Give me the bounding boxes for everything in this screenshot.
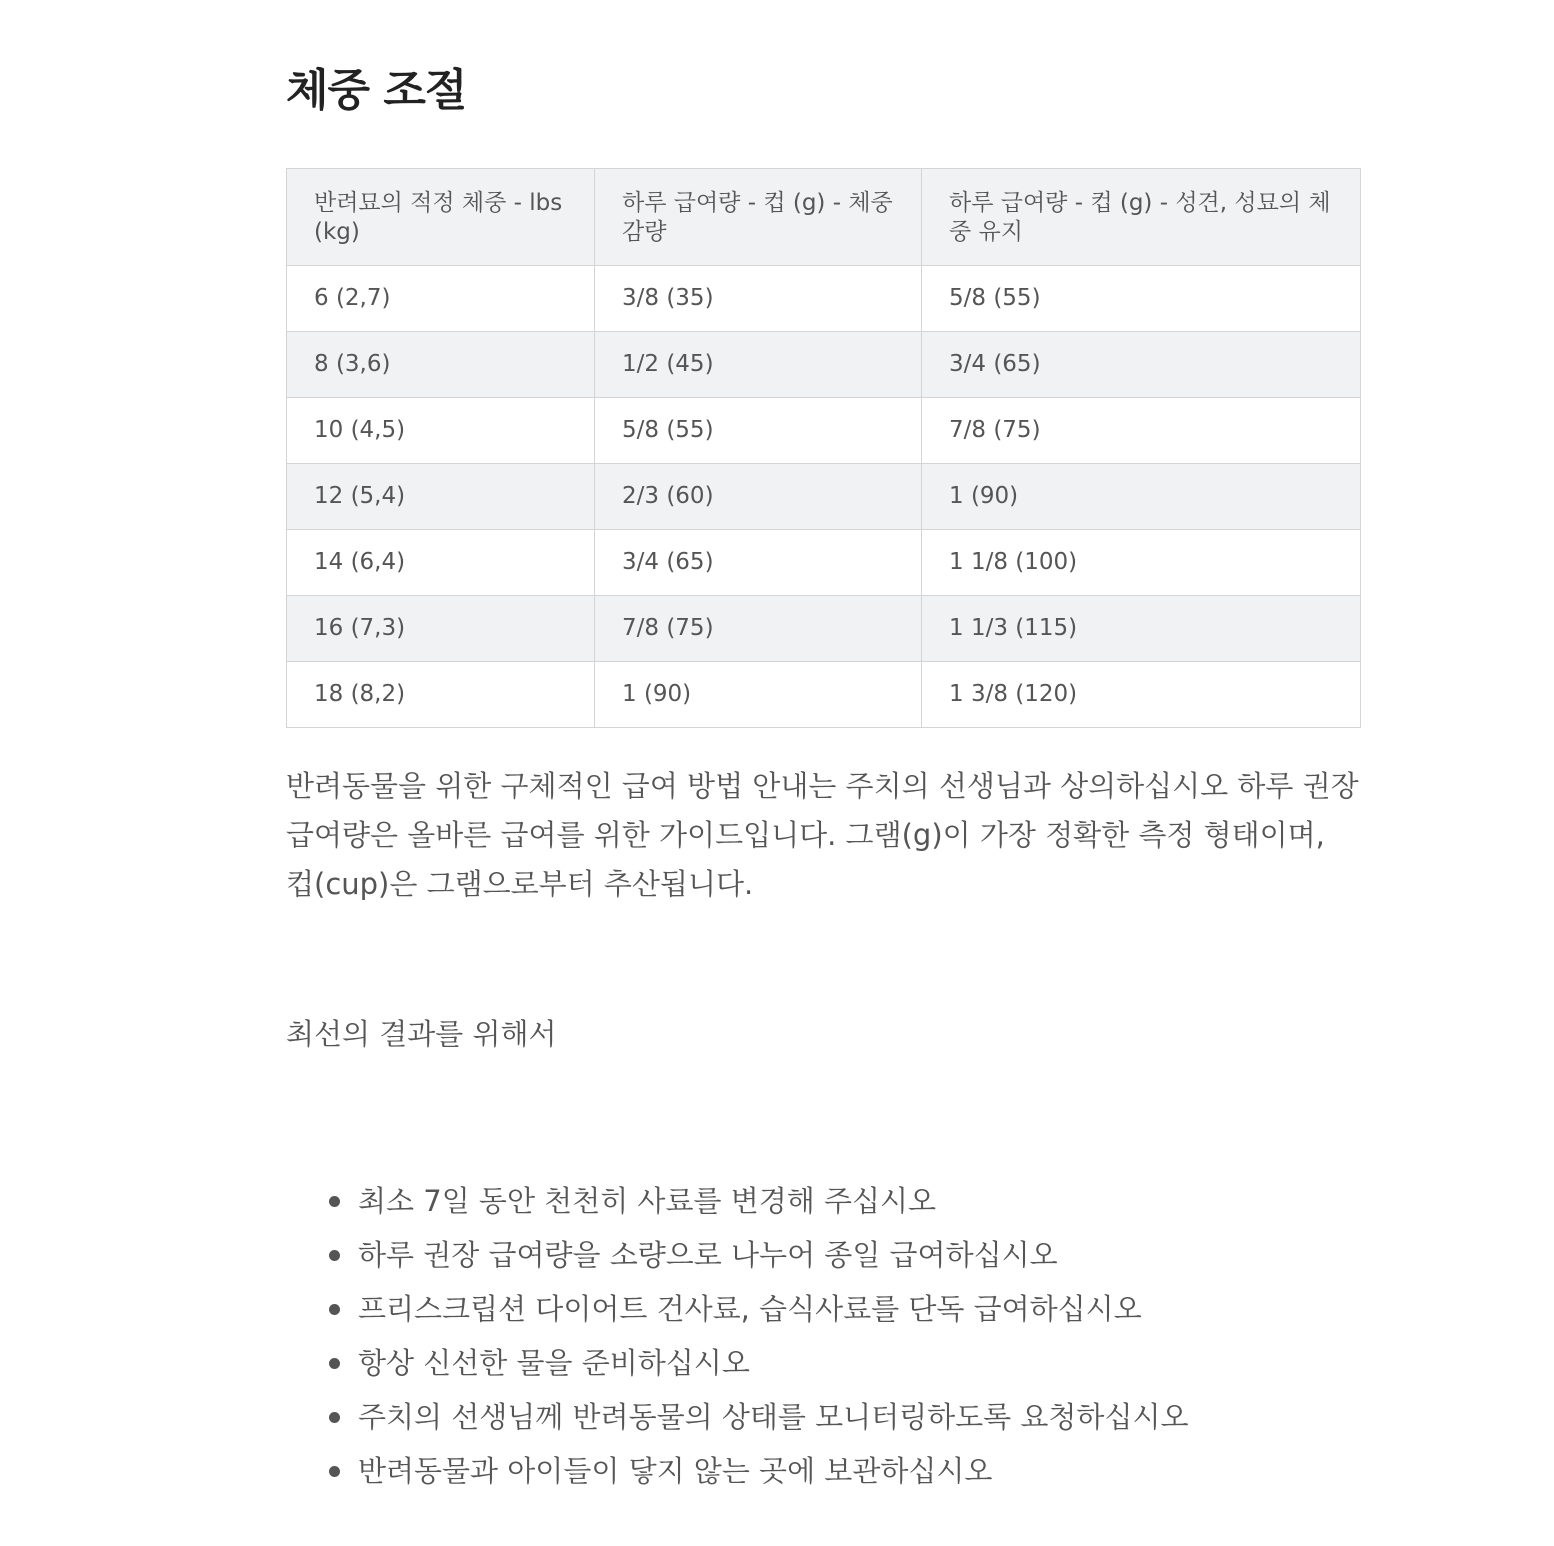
table-cell: 10 (4,5) [287, 398, 595, 464]
table-row [287, 464, 1361, 530]
table-row [287, 596, 1361, 662]
table-cell: 1/2 (45) [595, 332, 922, 398]
feeding-table [286, 168, 1361, 728]
table-cell: 5/8 (55) [595, 398, 922, 464]
list-item [326, 1228, 1188, 1282]
list-item-text: 최소 7일 동안 천천히 사료를 변경해 주십시오 [358, 1184, 937, 1218]
list-item [326, 1282, 1188, 1336]
table-header-row [287, 169, 1361, 266]
bullet-icon [329, 1412, 340, 1423]
bullet-icon [329, 1304, 340, 1315]
feeding-note: 반려동물을 위한 구체적인 급여 방법 안내는 주치의 선생님과 상의하십시오 하루 권장 급여량은 올바른 급여를 위한 가이드입니다. 그램(g)이 가장 정확한 측정 형태이며, 컵(cup)은 그램으로부터 추산됩니다. [286, 769, 1359, 901]
list-item [326, 1336, 1188, 1390]
table-cell: 6 (2,7) [287, 266, 595, 332]
table-cell: 16 (7,3) [287, 596, 595, 662]
table-row [287, 662, 1361, 728]
bullet-icon [329, 1358, 340, 1369]
page-title: 체중 조절 [286, 65, 467, 116]
table-header [287, 169, 1361, 266]
table-cell: 1 (90) [922, 464, 1361, 530]
list-item-text: 프리스크립션 다이어트 건사료, 습식사료를 단독 급여하십시오 [358, 1292, 1142, 1326]
table-cell: 7/8 (75) [595, 596, 922, 662]
table-row [287, 266, 1361, 332]
table-row [287, 398, 1361, 464]
table-cell: 18 (8,2) [287, 662, 595, 728]
table-cell: 2/3 (60) [595, 464, 922, 530]
table-cell: 7/8 (75) [922, 398, 1361, 464]
column-header-weight-loss: 하루 급여량 - 컵 (g) - 체중 감량 [595, 169, 922, 266]
table-cell: 1 1/3 (115) [922, 596, 1361, 662]
table-cell: 1 1/8 (100) [922, 530, 1361, 596]
table-cell: 8 (3,6) [287, 332, 595, 398]
tips-list [326, 1174, 1188, 1498]
column-header-maintenance: 하루 급여량 - 컵 (g) - 성견, 성묘의 체중 유지 [922, 169, 1361, 266]
table-row [287, 530, 1361, 596]
bullet-icon [329, 1466, 340, 1477]
list-item-text: 항상 신선한 물을 준비하십시오 [358, 1346, 750, 1380]
list-item-text: 반려동물과 아이들이 닿지 않는 곳에 보관하십시오 [358, 1454, 993, 1488]
list-item-text: 주치의 선생님께 반려동물의 상태를 모니터링하도록 요청하십시오 [358, 1400, 1189, 1434]
table-cell: 1 (90) [595, 662, 922, 728]
table-cell: 14 (6,4) [287, 530, 595, 596]
list-item [326, 1390, 1188, 1444]
list-item-text: 하루 권장 급여량을 소량으로 나누어 종일 급여하십시오 [358, 1238, 1058, 1272]
table-body [287, 266, 1361, 728]
column-header-weight: 반려묘의 적정 체중 - lbs (kg) [287, 169, 595, 266]
table-cell: 3/4 (65) [595, 530, 922, 596]
bullet-icon [329, 1250, 340, 1261]
list-item [326, 1444, 1188, 1498]
table-cell: 3/4 (65) [922, 332, 1361, 398]
table-cell: 1 3/8 (120) [922, 662, 1361, 728]
table-row [287, 332, 1361, 398]
section-subheading: 최선의 결과를 위해서 [286, 1017, 557, 1051]
table-cell: 3/8 (35) [595, 266, 922, 332]
table-cell: 5/8 (55) [922, 266, 1361, 332]
table-cell: 12 (5,4) [287, 464, 595, 530]
main-content [286, 0, 1360, 1488]
bullet-icon [329, 1196, 340, 1207]
list-item [326, 1174, 1188, 1228]
